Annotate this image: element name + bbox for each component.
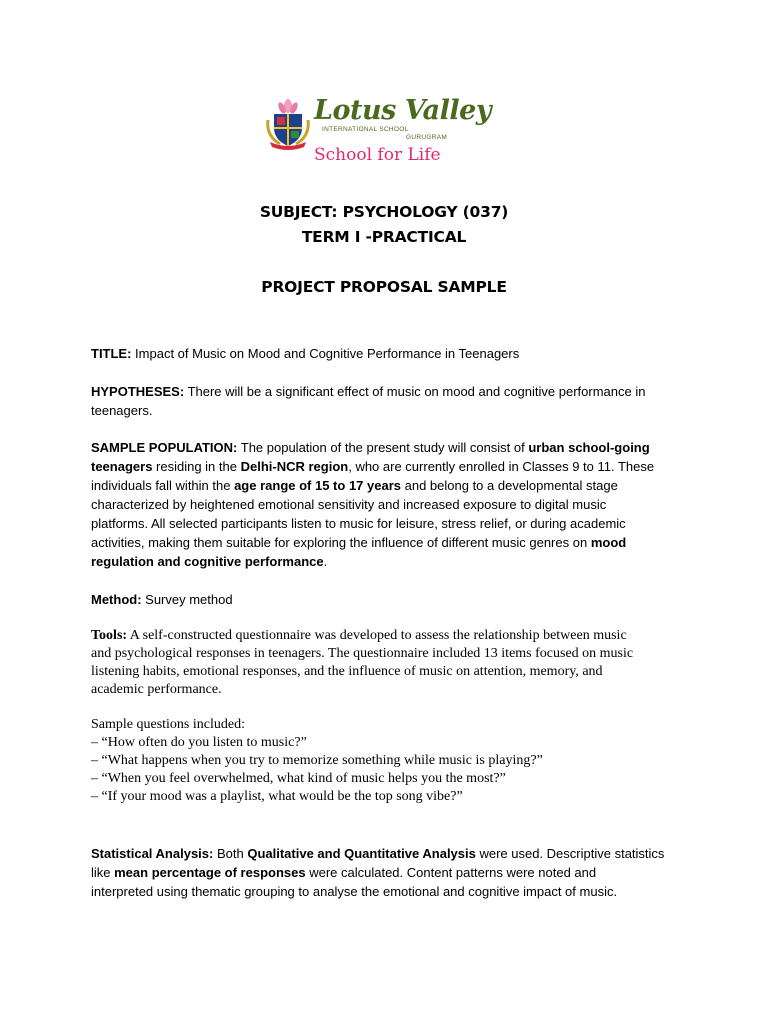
tagline: School for Life [314,145,441,165]
tools-section [91,627,691,699]
text-run: were used. Descriptive statistics [475,846,665,861]
method-line [91,590,691,609]
question-item: – “When you feel overwhelmed, what kind of music helps you the most?” [91,771,506,786]
hypotheses-section [91,382,691,420]
sample-population-line [91,476,691,495]
tools-line: academic performance. [91,682,222,697]
school-crest-icon [262,98,314,150]
bold-run: Qualitative and Quantitative Analysis [247,846,476,861]
hypotheses-text: There will be a significant effect of music on mood and cognitive performance in [184,384,646,399]
title-line [91,344,691,363]
hypotheses-line [91,382,691,401]
statistical-analysis-line [91,863,691,882]
sample-questions-section [91,716,691,806]
document-title: PROJECT PROPOSAL SAMPLE [261,278,507,296]
statistical-analysis-section [91,844,691,901]
sample-questions-intro: Sample questions included: [91,717,245,732]
sample-population-line [91,552,691,571]
tools-label: Tools: [91,628,128,643]
logo-wordmark [314,95,492,172]
text-run: residing in the [152,459,241,474]
text-run: individuals fall within the [91,478,235,493]
question-item: – “If your mood was a playlist, what would be the top song vibe?” [91,789,463,804]
bold-run: mean percentage of responses [114,865,306,880]
sample-population-line [91,533,691,552]
method-label: Method: [91,592,142,607]
bold-run: age range of 15 to 17 years [234,478,401,493]
brand-name: Lotus Valley [314,95,492,126]
subject-heading: SUBJECT: PSYCHOLOGY (037) [259,203,509,221]
tools-line: and psychological responses in teenagers. The questionnaire included 13 items focused on music [91,646,634,661]
title-label: TITLE: [91,346,132,361]
question-item: – “How often do you listen to music?” [91,735,307,750]
text-run: and belong to a developmental stage [401,478,618,493]
sample-population-line: platforms. All selected participants listen to music for leisure, stress relief, or during academic [91,516,626,531]
title-value: Impact of Music on Mood and Cognitive Performance in Teenagers [131,346,520,361]
bold-run: urban school-going [528,440,650,455]
sample-population-line: characterized by heightened emotional sensitivity and increased exposure to digital music [91,497,607,512]
question-item: – “What happens when you try to memorize something while music is playing?” [91,753,543,768]
title-section [91,344,691,363]
text-run: activities, making them suitable for exploring the influence of different music genres on [91,535,591,550]
tools-line: listening habits, emotional responses, and the influence of music on attention, memory, and [91,664,603,679]
hypotheses-line: teenagers. [91,403,153,418]
method-section [91,590,691,609]
sample-population-line [91,457,691,476]
sample-population-line [91,438,691,457]
bold-run: teenagers [91,459,153,474]
bold-run: regulation and cognitive performance [91,554,324,569]
tools-line [91,627,691,645]
bold-run: Delhi-NCR region [240,459,349,474]
statistical-analysis-label: Statistical Analysis: [91,846,214,861]
statistical-analysis-line: interpreted using thematic grouping to analyse the emotional and cognitive impact of music. [91,884,618,899]
text-run: were calculated. Content patterns were noted and [305,865,597,880]
bold-run: mood [590,535,627,550]
text-run: like [91,865,115,880]
text-run: Both [213,846,248,861]
text-run: A self-constructed questionnaire was developed to assess the relationship between music [127,628,627,643]
school-logo [262,95,492,172]
statistical-analysis-line [91,844,691,863]
text-run: , who are currently enrolled in Classes 9 to 11. These [348,459,655,474]
method-value: Survey method [141,592,233,607]
text-run: The population of the present study will consist of [237,440,529,455]
sample-population-label: SAMPLE POPULATION: [91,440,238,455]
term-heading: TERM I -PRACTICAL [301,228,467,246]
hypotheses-label: HYPOTHESES: [91,384,185,399]
brand-subtitle: INTERNATIONAL SCHOOL [322,126,409,133]
sample-population-section [91,438,691,571]
text-run: . [323,554,328,569]
brand-location: GURUGRAM [406,134,448,141]
